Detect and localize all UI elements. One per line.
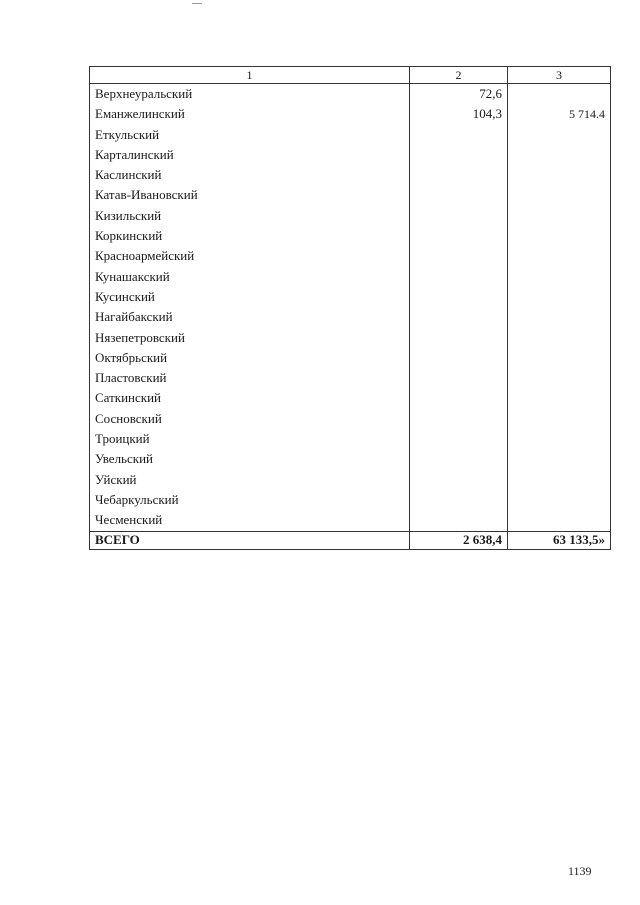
value-col2-cell	[410, 409, 508, 429]
value-col3-cell	[508, 165, 611, 185]
value-col3-cell	[508, 226, 611, 246]
value-col3-cell	[508, 267, 611, 287]
district-name-cell: Троицкий	[90, 429, 410, 449]
value-col2-cell	[410, 125, 508, 145]
value-col3-cell	[508, 429, 611, 449]
table-row	[90, 470, 611, 490]
district-name-cell: Саткинский	[90, 388, 410, 408]
value-col2-cell	[410, 267, 508, 287]
district-name-cell: Катав-Ивановский	[90, 185, 410, 205]
value-col3-cell	[508, 409, 611, 429]
table-row	[90, 307, 611, 327]
district-name-cell: Еткульский	[90, 125, 410, 145]
table-row	[90, 449, 611, 469]
value-col3-cell	[508, 206, 611, 226]
value-col2-cell: 104,3	[410, 104, 508, 124]
table-row	[90, 125, 611, 145]
value-col3-cell	[508, 287, 611, 307]
district-name-cell: Пластовский	[90, 368, 410, 388]
table-row	[90, 510, 611, 531]
value-col3-cell	[508, 348, 611, 368]
page-number: 1139	[568, 864, 592, 878]
value-col2-cell	[410, 206, 508, 226]
table-row	[90, 145, 611, 165]
total-col3: 63 133,5»	[508, 531, 611, 549]
district-name-cell: Верхнеуральский	[90, 84, 410, 105]
district-name-cell: Коркинский	[90, 226, 410, 246]
value-col2-cell	[410, 429, 508, 449]
value-col2-cell	[410, 145, 508, 165]
total-col2: 2 638,4	[410, 531, 508, 549]
value-col2-cell	[410, 348, 508, 368]
table-row	[90, 104, 611, 124]
value-col2-cell	[410, 368, 508, 388]
table-row	[90, 185, 611, 205]
table-row	[90, 267, 611, 287]
value-col3-cell	[508, 185, 611, 205]
table-row	[90, 84, 611, 105]
district-name-cell: Чесменский	[90, 510, 410, 531]
district-name-cell: Сосновский	[90, 409, 410, 429]
district-name-cell: Октябрьский	[90, 348, 410, 368]
value-col3-cell	[508, 328, 611, 348]
value-col3-cell	[508, 510, 611, 531]
value-col3-cell	[508, 145, 611, 165]
value-col3-cell	[508, 307, 611, 327]
value-col2-cell	[410, 470, 508, 490]
district-name-cell: Увельский	[90, 449, 410, 469]
district-name-cell: Чебаркульский	[90, 490, 410, 510]
value-col2-cell	[410, 307, 508, 327]
district-name-cell: Нагайбакский	[90, 307, 410, 327]
total-row	[90, 531, 611, 549]
district-name-cell: Уйский	[90, 470, 410, 490]
value-col3-cell	[508, 246, 611, 266]
table-row	[90, 348, 611, 368]
header-row	[90, 67, 611, 84]
table-body	[90, 84, 611, 550]
district-name-cell: Еманжелинский	[90, 104, 410, 124]
value-col2-cell	[410, 328, 508, 348]
table-row	[90, 206, 611, 226]
table-row	[90, 409, 611, 429]
value-col3-cell	[508, 388, 611, 408]
value-col2-cell	[410, 246, 508, 266]
table-row	[90, 429, 611, 449]
table-row	[90, 490, 611, 510]
table-row	[90, 388, 611, 408]
table-row	[90, 328, 611, 348]
data-table	[89, 66, 611, 550]
column-header-2: 2	[410, 67, 508, 84]
value-col3-cell	[508, 84, 611, 105]
value-col2-cell	[410, 510, 508, 531]
value-col3-cell	[508, 470, 611, 490]
value-col2-cell	[410, 226, 508, 246]
column-header-1: 1	[90, 67, 410, 84]
total-label: ВСЕГО	[90, 531, 410, 549]
value-col2-cell	[410, 287, 508, 307]
district-name-cell: Кусинский	[90, 287, 410, 307]
value-col2-cell	[410, 185, 508, 205]
value-col3-cell	[508, 125, 611, 145]
table-row	[90, 368, 611, 388]
value-col3-cell	[508, 449, 611, 469]
district-name-cell: Кизильский	[90, 206, 410, 226]
value-col3-cell	[508, 368, 611, 388]
value-col2-cell	[410, 165, 508, 185]
district-name-cell: Карталинский	[90, 145, 410, 165]
district-name-cell: Красноармейский	[90, 246, 410, 266]
district-name-cell: Нязепетровский	[90, 328, 410, 348]
value-col2-cell	[410, 388, 508, 408]
value-col2-cell	[410, 449, 508, 469]
table-row	[90, 287, 611, 307]
district-name-cell: Кунашакский	[90, 267, 410, 287]
scan-artifact	[192, 3, 202, 4]
table-row	[90, 246, 611, 266]
value-col3-cell	[508, 490, 611, 510]
table-row	[90, 226, 611, 246]
value-col2-cell: 72,6	[410, 84, 508, 105]
table-row	[90, 165, 611, 185]
column-header-3: 3	[508, 67, 611, 84]
district-name-cell: Каслинский	[90, 165, 410, 185]
value-col2-cell	[410, 490, 508, 510]
value-col3-cell: 5 714.4	[508, 104, 611, 124]
